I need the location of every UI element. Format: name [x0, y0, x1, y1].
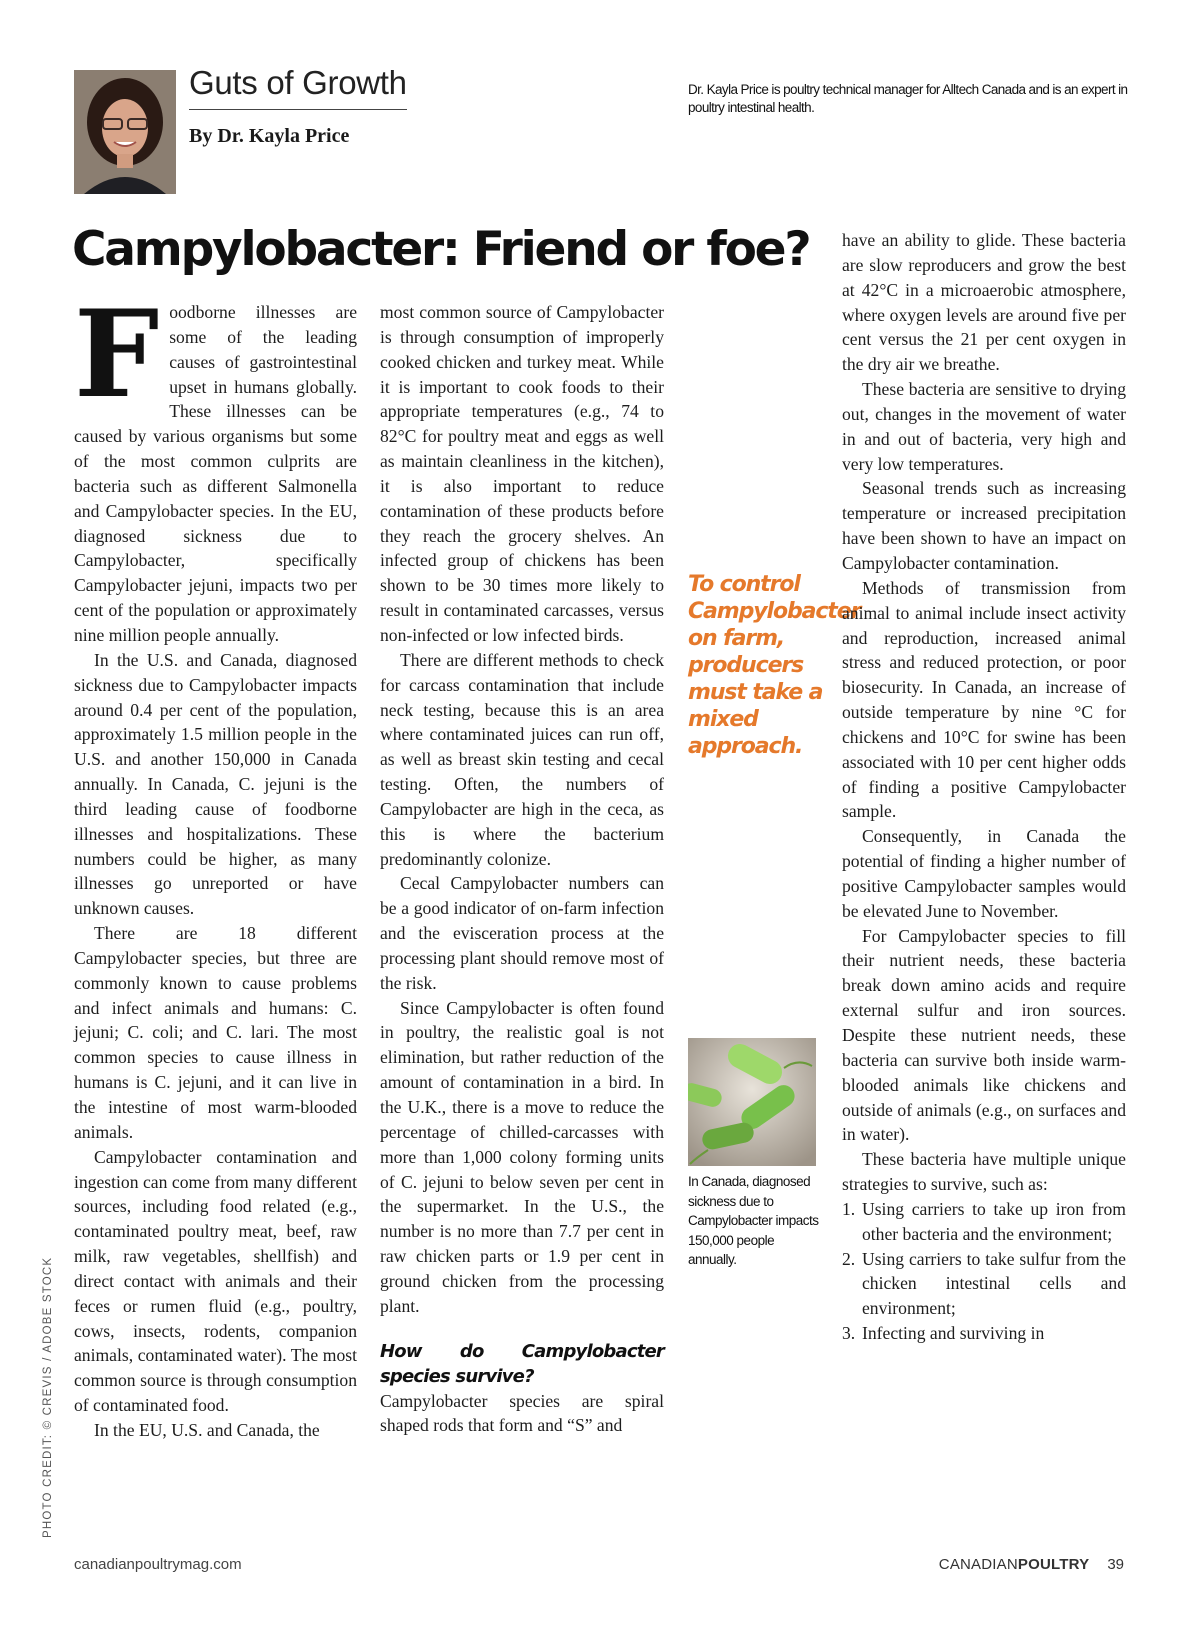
- drop-cap: F: [74, 284, 160, 425]
- paragraph: There are 18 different Campylobacter species, but three are commonly known to cause problems and infect animals and humans: C. jejuni; C. coli; and C. lari. The most common species to cause illness in humans is C. jejuni, and it can live in the intestine of most warm-blooded animals.: [74, 923, 357, 1142]
- author-bio: Dr. Kayla Price is poultry technical manager for Alltech Canada and is an expert in poultry intestinal health.: [688, 82, 1128, 115]
- survival-strategies-list: [842, 1197, 1126, 1346]
- list-number: 2.: [842, 1248, 856, 1269]
- author-photo: [74, 70, 176, 194]
- article-column-1: [74, 284, 357, 1443]
- paragraph: These bacteria are sensitive to drying out, changes in the movement of water in and out of bacteria, very high and very low temperatures.: [842, 379, 1126, 474]
- paragraph: most common source of Campylobacter is through consumption of improperly cooked chicken and turkey meat. While it is important to cook foods to their appropriate temperatures (e.g., 74 to 82°C for poultry meat and eggs as well as maintain cleanliness in the kitchen), it is also important to reduce contamination of these products before they reach the grocery shelves. An infected group of chickens has been shown to be 30 times more likely to result in contaminated carcasses, versus non-infected or low infected birds.: [380, 302, 664, 645]
- article-column-2: [380, 300, 664, 1438]
- paragraph: These bacteria have multiple unique strategies to survive, such as:: [842, 1149, 1126, 1195]
- byline: By Dr. Kayla Price: [189, 125, 350, 147]
- article-column-4: [842, 228, 1126, 1346]
- paragraph: There are different methods to check for carcass contamination that include neck testing, because this is an area where contaminated juices can run off, as well as breast skin testing and cecal testing. Often, the numbers of Campylobacter are high in the ceca, as this is where the bacterium predominantly colonize.: [380, 649, 664, 869]
- paragraph: [74, 284, 357, 648]
- photo-credit: PHOTO CREDIT: © CREVIS / ADOBE STOCK: [42, 1256, 54, 1538]
- list-text: Infecting and surviving in: [862, 1323, 1045, 1344]
- paragraph: Seasonal trends such as increasing temperature or increased precipitation have been shown to have an impact on Campylobacter contamination.: [842, 478, 1126, 573]
- paragraph: Since Campylobacter is often found in poultry, the realistic goal is not elimination, but rather reduction of the amount of contamination in a bird. In the U.K., there is a move to reduce the percentage of chilled-carcasses with more than 1,000 colony forming units of C. jejuni to below seven per cent in the supermarket. In the U.S., the number is no more than 7.7 per cent in raw chicken parts or 1.9 per cent in ground chicken from the processing plant.: [380, 997, 664, 1316]
- section-subhead: How do Campylobacter species survive?: [380, 1340, 664, 1387]
- paragraph-text: oodborne illnesses are some of the leading causes of gastrointestinal upset in humans globally. These illnesses can be caused by various organisms but some of the most common culprits are bacteria such as different Salmonella and Campylobacter species. In the EU, diagnosed sickness due to Campylobacter, specifically Campylobacter jejuni, impacts two per cent of the population or approximately nine million people annually.: [74, 302, 357, 645]
- bacteria-photo: [688, 1038, 816, 1166]
- magazine-name-light: CANADIAN: [938, 1556, 1018, 1573]
- paragraph: In the U.S. and Canada, diagnosed sickness due to Campylobacter impacts around 0.4 per cent of the population, approximately 1.5 million people in the U.S. and another 150,000 in Canada annually. In Canada, C. jejuni is the third leading cause of foodborne illnesses and hospitalizations. These numbers could be higher, as many illnesses go unreported or have unknown causes.: [74, 649, 357, 919]
- article-headline: Campylobacter: Friend or foe?: [72, 222, 810, 277]
- list-text: Using carriers to take sulfur from the chicken intestinal cells and environment;: [862, 1248, 1126, 1319]
- page-number: 39: [1107, 1556, 1124, 1573]
- paragraph: have an ability to glide. These bacteria are slow reproducers and grow the best at 42°C in a microaerobic atmosphere, where oxygen levels are around five per cent versus the 21 per cent oxygen in the dry air we breathe.: [842, 230, 1126, 375]
- paragraph: Consequently, in Canada the potential of finding a higher number of positive Campylobacter samples would be elevated June to November.: [842, 826, 1126, 921]
- footer-magazine: [939, 1556, 1124, 1573]
- footer-url: canadianpoultrymag.com: [74, 1556, 242, 1573]
- column-rule: [189, 109, 407, 110]
- list-item: [842, 1197, 1126, 1247]
- paragraph: For Campylobacter species to fill their nutrient needs, these bacteria break down amino acids and require external sulfur and iron sources. Despite these nutrient needs, these bacteria can survive both inside warm-blooded animals like chickens and outside of animals (e.g., on surfaces and in water).: [842, 925, 1126, 1145]
- paragraph: Campylobacter species are spiral shaped rods that form and “S” and: [380, 1390, 664, 1436]
- column-name: Guts of Growth: [189, 64, 407, 101]
- list-item: [842, 1321, 1126, 1346]
- pull-quote: To control Campylobacter on farm, producers must take a mixed approach.: [688, 572, 861, 759]
- photo-caption: In Canada, diagnosed sickness due to Campylobacter impacts 150,000 people annually.: [688, 1174, 819, 1267]
- magazine-name-bold: POULTRY: [1017, 1556, 1090, 1573]
- paragraph: Cecal Campylobacter numbers can be a good indicator of on-farm infection and the evisceration process at the processing plant should remove most of the risk.: [380, 873, 664, 993]
- paragraph: Campylobacter contamination and ingestion can come from many different sources, including food related (e.g., contaminated poultry meat, beef, raw milk, raw vegetables, shellfish) and direct contact with animals and their feces or rumen fluid (e.g., poultry, cows, insects, rodents, companion animals, contaminated water). The most common source is through consumption of contaminated food.: [74, 1146, 357, 1416]
- list-item: [842, 1247, 1126, 1322]
- list-number: 3.: [842, 1323, 856, 1344]
- paragraph: Methods of transmission from animal to animal include insect activity and reproduction, increased animal stress and reduced protection, or poor biosecurity. In Canada, an increase of outside temperature by nine °C for chickens and 10°C for swine has been associated with 10 per cent higher odds of finding a positive Campylobacter sample.: [842, 577, 1126, 822]
- paragraph: In the EU, U.S. and Canada, the: [94, 1419, 320, 1440]
- list-text: Using carriers to take up iron from other bacteria and the environment;: [862, 1198, 1126, 1244]
- list-number: 1.: [842, 1198, 856, 1219]
